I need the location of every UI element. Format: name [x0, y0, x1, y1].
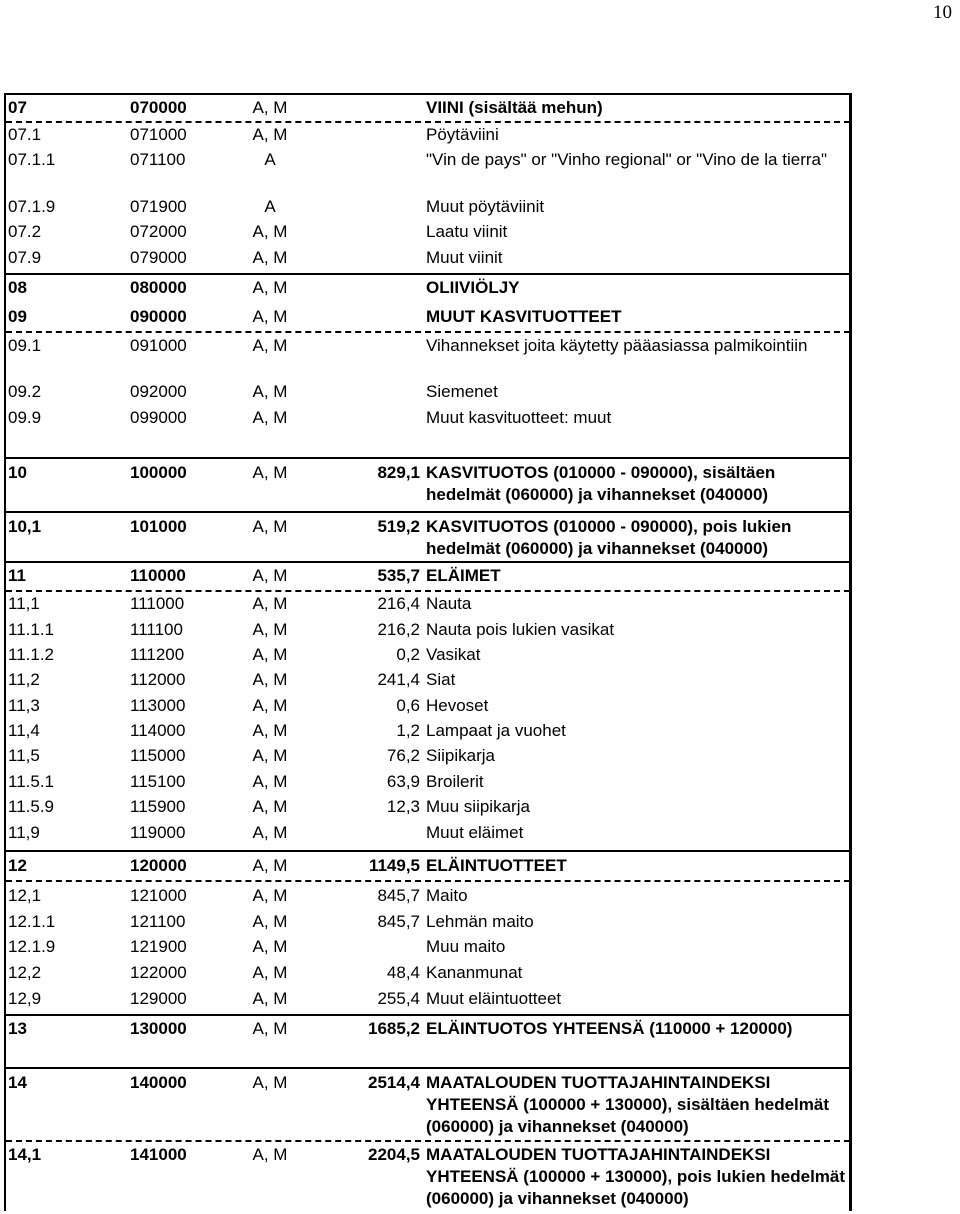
- row-number: 099000: [130, 408, 187, 427]
- row-type: A, M: [252, 98, 288, 117]
- row-code: 09: [8, 307, 27, 326]
- row-value: 241,4: [377, 670, 420, 689]
- row-code: 08: [8, 278, 27, 297]
- row-description: OLIIVIÖLJY: [426, 278, 520, 297]
- row-description: MAATALOUDEN TUOTTAJAHINTAINDEKSI YHTEENSÄ (100000 + 130000), sisältäen hedelmät (060000) ja vihannekset (040000): [426, 1073, 830, 1136]
- row-separator: [6, 561, 850, 563]
- row-number: 121100: [130, 912, 186, 931]
- row-code: 11.1.1: [8, 620, 55, 639]
- row-type: A, M: [252, 1073, 288, 1092]
- row-code: 11,1: [8, 594, 40, 613]
- row-value: 216,4: [377, 594, 420, 613]
- row-type: A, M: [252, 937, 288, 956]
- row-type: A: [264, 197, 276, 216]
- row-type: A, M: [252, 1019, 288, 1038]
- row-code: 12,1: [8, 886, 42, 905]
- row-code: 09.2: [8, 382, 42, 401]
- row-number: 115900: [130, 797, 186, 816]
- row-description: Muut pöytäviinit: [426, 197, 545, 216]
- row-separator: [6, 1067, 850, 1069]
- row-number: 111100: [130, 620, 183, 639]
- row-description: Muut kasvituotteet: muut: [426, 408, 612, 427]
- row-value: 2204,5: [368, 1145, 420, 1164]
- row-description: MAATALOUDEN TUOTTAJAHINTAINDEKSI YHTEENSÄ (100000 + 130000), pois lukien hedelmät (060000) ja vihannekset (040000): [426, 1145, 846, 1208]
- row-code: 12,9: [8, 989, 42, 1008]
- row-code: 11,2: [8, 670, 40, 689]
- row-code: 12.1.1: [8, 912, 56, 931]
- row-code: 14: [8, 1073, 27, 1092]
- row-separator: [6, 590, 850, 592]
- row-type: A, M: [252, 517, 288, 536]
- row-description: Maito: [426, 886, 468, 905]
- row-code: 07: [8, 98, 27, 117]
- row-number: 121000: [130, 886, 187, 905]
- row-separator: [6, 1014, 850, 1016]
- row-separator: [6, 121, 850, 123]
- row-type: A, M: [252, 721, 288, 740]
- row-description: Muu siipikarja: [426, 797, 530, 816]
- row-code: 11,3: [8, 696, 40, 715]
- row-description: Vasikat: [426, 645, 481, 664]
- row-description: Vihannekset joita käytetty pääasiassa palmikointiin: [426, 336, 808, 355]
- row-code: 11,5: [8, 746, 40, 765]
- row-description: Lehmän maito: [426, 912, 534, 931]
- row-number: 112000: [130, 670, 186, 689]
- row-description: Muut eläintuotteet: [426, 989, 562, 1008]
- row-number: 140000: [130, 1073, 187, 1092]
- row-code: 10,1: [8, 517, 42, 536]
- page-number: 10: [933, 2, 952, 23]
- row-value: 1685,2: [368, 1019, 420, 1038]
- row-separator: [6, 850, 850, 852]
- row-code: 07.1: [8, 125, 42, 144]
- row-value: 63,9: [386, 772, 420, 791]
- row-type: A, M: [252, 566, 288, 585]
- row-code: 11,9: [8, 823, 40, 842]
- row-number: 071100: [130, 150, 186, 169]
- row-description: Kananmunat: [426, 963, 523, 982]
- row-number: 071000: [130, 125, 187, 144]
- row-value: 12,3: [386, 797, 420, 816]
- row-value: 535,7: [377, 566, 420, 585]
- row-type: A, M: [252, 772, 288, 791]
- row-separator: [6, 1140, 850, 1142]
- row-type: A, M: [252, 856, 288, 875]
- row-number: 115000: [130, 746, 186, 765]
- row-number: 111000: [130, 594, 185, 613]
- row-description: KASVITUOTOS (010000 - 090000), sisältäen hedelmät (060000) ja vihannekset (040000): [426, 463, 776, 504]
- row-type: A, M: [252, 382, 288, 401]
- row-value: 829,1: [377, 463, 420, 482]
- row-description: Broilerit: [426, 772, 484, 791]
- row-code: 11.5.9: [8, 797, 55, 816]
- row-code: 07.2: [8, 222, 42, 241]
- row-description: MUUT KASVITUOTTEET: [426, 307, 622, 326]
- row-value: 0,6: [396, 696, 420, 715]
- row-description: Muut viinit: [426, 248, 503, 267]
- row-description: Nauta: [426, 594, 472, 613]
- row-value: 1,2: [396, 721, 420, 740]
- row-separator: [6, 457, 850, 459]
- row-value: 76,2: [386, 746, 420, 765]
- row-number: 130000: [130, 1019, 187, 1038]
- row-value: 519,2: [377, 517, 420, 536]
- row-description: Hevoset: [426, 696, 489, 715]
- row-number: 110000: [130, 566, 186, 585]
- row-type: A, M: [252, 248, 288, 267]
- row-number: 129000: [130, 989, 187, 1008]
- row-type: A, M: [252, 645, 288, 664]
- row-code: 11.1.2: [8, 645, 55, 664]
- row-number: 114000: [130, 721, 186, 740]
- row-number: 071900: [130, 197, 187, 216]
- row-value: 216,2: [377, 620, 420, 639]
- row-type: A, M: [252, 222, 288, 241]
- row-value: 845,7: [377, 912, 420, 931]
- row-value: 2514,4: [368, 1073, 420, 1092]
- row-code: 09.1: [8, 336, 42, 355]
- row-code: 14,1: [8, 1145, 42, 1164]
- row-code: 07.1.1: [8, 150, 56, 169]
- row-description: VIINI (sisältää mehun): [426, 98, 603, 117]
- row-type: A, M: [252, 886, 288, 905]
- row-type: A, M: [252, 336, 288, 355]
- row-description: Laatu viinit: [426, 222, 508, 241]
- row-description: Lampaat ja vuohet: [426, 721, 566, 740]
- row-description: Pöytäviini: [426, 125, 499, 144]
- row-number: 091000: [130, 336, 187, 355]
- row-description: KASVITUOTOS (010000 - 090000), pois lukien hedelmät (060000) ja vihannekset (040000): [426, 517, 792, 558]
- row-code: 09.9: [8, 408, 42, 427]
- row-number: 121900: [130, 937, 187, 956]
- row-type: A, M: [252, 594, 288, 613]
- row-code: 13: [8, 1019, 27, 1038]
- row-description: Muu maito: [426, 937, 506, 956]
- row-code: 12: [8, 856, 27, 875]
- row-type: A, M: [252, 1145, 288, 1164]
- row-type: A, M: [252, 963, 288, 982]
- row-type: A, M: [252, 746, 288, 765]
- row-code: 12,2: [8, 963, 42, 982]
- row-separator: [6, 273, 850, 275]
- row-number: 111200: [130, 645, 185, 664]
- row-value: 1149,5: [368, 856, 420, 875]
- row-code: 11.5.1: [8, 772, 55, 791]
- row-number: 115100: [130, 772, 186, 791]
- row-description: ELÄINTUOTOS YHTEENSÄ (110000 + 120000): [426, 1019, 793, 1038]
- row-number: 120000: [130, 856, 187, 875]
- row-value: 845,7: [377, 886, 420, 905]
- row-separator: [6, 880, 850, 882]
- row-description: Siemenet: [426, 382, 498, 401]
- row-value: 0,2: [396, 645, 420, 664]
- row-type: A, M: [252, 670, 288, 689]
- row-number: 072000: [130, 222, 187, 241]
- row-number: 100000: [130, 463, 187, 482]
- row-code: 07.1.9: [8, 197, 56, 216]
- row-description: Siipikarja: [426, 746, 495, 765]
- row-description: ELÄIMET: [426, 566, 501, 585]
- row-number: 079000: [130, 248, 187, 267]
- row-description: "Vin de pays" or "Vinho regional" or "Vino de la tierra": [426, 150, 828, 169]
- row-type: A, M: [252, 823, 288, 842]
- row-number: 141000: [130, 1145, 187, 1164]
- row-type: A: [264, 150, 276, 169]
- row-number: 119000: [130, 823, 186, 842]
- row-type: A, M: [252, 307, 288, 326]
- row-type: A, M: [252, 989, 288, 1008]
- row-type: A, M: [252, 912, 288, 931]
- row-description: Siat: [426, 670, 456, 689]
- row-number: 090000: [130, 307, 187, 326]
- row-type: A, M: [252, 125, 288, 144]
- row-code: 07.9: [8, 248, 42, 267]
- row-description: Muut eläimet: [426, 823, 524, 842]
- row-description: Nauta pois lukien vasikat: [426, 620, 615, 639]
- row-code: 12.1.9: [8, 937, 56, 956]
- row-value: 255,4: [377, 989, 420, 1008]
- row-code: 10: [8, 463, 27, 482]
- row-number: 101000: [130, 517, 187, 536]
- row-separator: [6, 331, 850, 333]
- row-description: ELÄINTUOTTEET: [426, 856, 567, 875]
- row-type: A, M: [252, 278, 288, 297]
- row-separator: [6, 511, 850, 513]
- row-type: A, M: [252, 463, 288, 482]
- row-code: 11: [8, 566, 26, 585]
- row-number: 113000: [130, 696, 186, 715]
- row-type: A, M: [252, 408, 288, 427]
- row-type: A, M: [252, 797, 288, 816]
- row-number: 092000: [130, 382, 187, 401]
- row-type: A, M: [252, 620, 288, 639]
- row-number: 122000: [130, 963, 187, 982]
- row-code: 11,4: [8, 721, 40, 740]
- row-number: 080000: [130, 278, 187, 297]
- row-type: A, M: [252, 696, 288, 715]
- row-number: 070000: [130, 98, 187, 117]
- row-value: 48,4: [386, 963, 420, 982]
